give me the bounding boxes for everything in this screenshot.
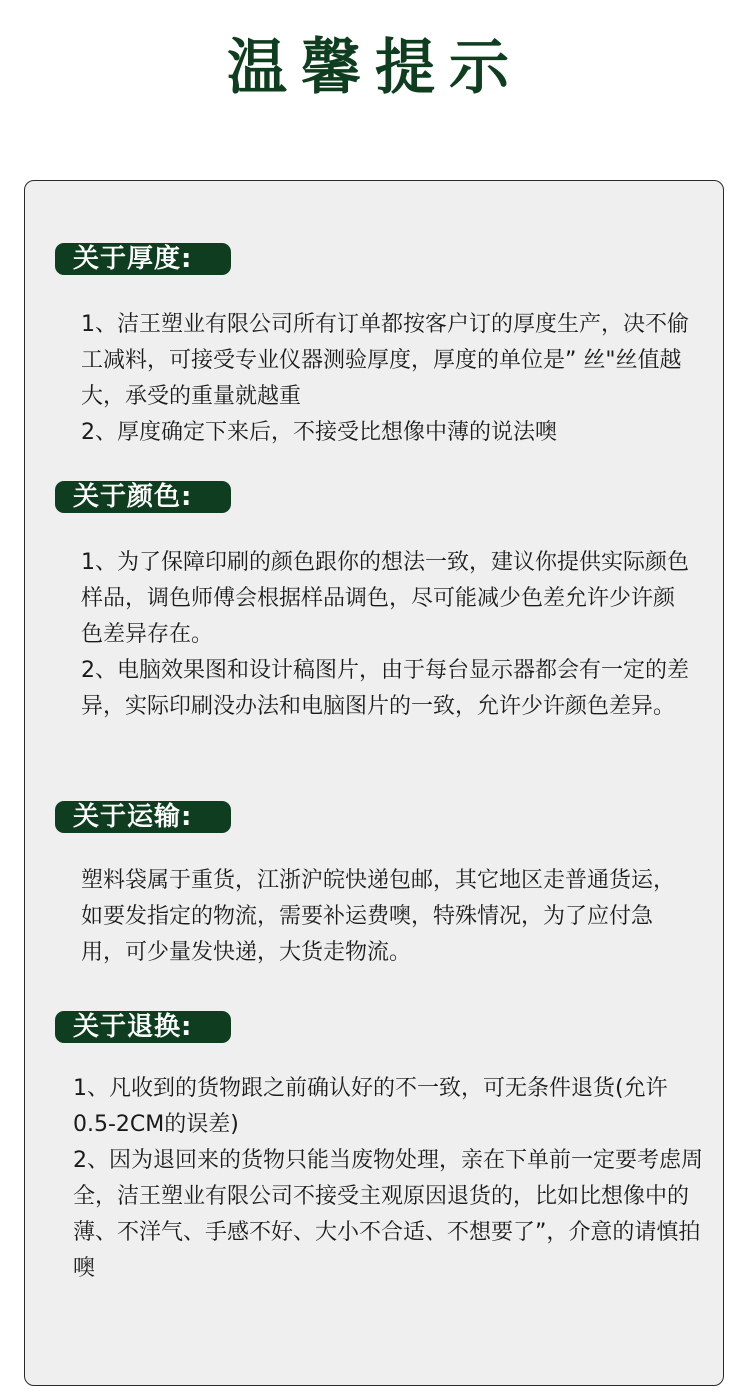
section-body [73,1071,703,1287]
paragraph: 1、为了保障印刷的颜色跟你的想法一致，建议你提供实际颜色样品，调色师傅会根据样品调色，尽可能减少色差允许少许颜色差异存在。 [81,550,689,647]
section-heading: 关于颜色: [55,481,231,513]
paragraph: 1、凡收到的货物跟之前确认好的不一致，可无条件退货(允许0.5-2CM的误差) [73,1076,668,1137]
section-body [81,863,691,971]
section-heading: 关于退换: [55,1011,231,1043]
paragraph: 2、电脑效果图和设计稿图片，由于每台显示器都会有一定的差异，实际印刷没办法和电脑图片的一致，允许少许颜色差异。 [81,658,689,719]
paragraph: 2、因为退回来的货物只能当废物处理，亲在下单前一定要考虑周全，洁王塑业有限公司不接受主观原因退货的，比如比想像中的薄、不洋气、手感不好、大小不合适、不想要了”，介意的请慎拍噢 [73,1148,703,1281]
notice-card [24,180,724,1386]
section-body [81,307,691,451]
paragraph: 1、洁王塑业有限公司所有订单都按客户订的厚度生产，决不偷工减料，可接受专业仪器测验厚度，厚度的单位是” 丝"丝值越大，承受的重量就越重 [81,312,689,409]
paragraph: 2、厚度确定下来后，不接受比想像中薄的说法噢 [81,420,557,445]
page-title: 温馨提示 [227,33,523,103]
section-heading: 关于厚度: [55,243,231,275]
section-heading: 关于运输: [55,801,231,833]
paragraph: 塑料袋属于重货，江浙沪皖快递包邮，其它地区走普通货运，如要发指定的物流，需要补运费噢，特殊情况，为了应付急用，可少量发快递，大货走物流。 [81,868,676,965]
section-body [81,545,691,725]
